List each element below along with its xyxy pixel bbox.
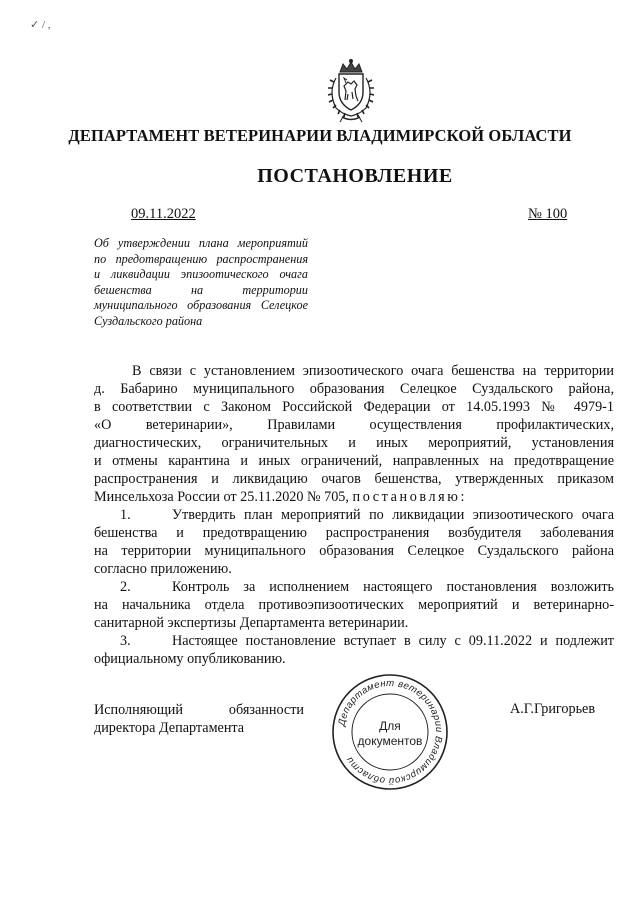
document-date: 09.11.2022 xyxy=(131,206,196,222)
item-2-first-line xyxy=(94,578,614,596)
item-line: бешенства и предотвращению распространения возбудителя заболевания xyxy=(94,525,614,541)
preamble-line: и отмены карантина и иных ограничений, направленных на предотвращение xyxy=(94,453,614,469)
preamble-line: распространения и ликвидацию очагов бешенства, утвержденных приказом xyxy=(94,471,614,487)
preamble-last-line xyxy=(94,488,614,506)
item-line: на территории муниципального образования Селецкое Суздальского района xyxy=(94,543,614,559)
document-type: ПОСТАНОВЛЕНИЕ xyxy=(257,165,453,187)
position-line: Исполняющий обязанности xyxy=(94,702,304,718)
preamble-line: «О ветеринарии», Правилами осуществления профилактических, xyxy=(94,417,614,433)
item-number: 2. xyxy=(120,579,131,595)
preamble-line: диагностических, ограничительных и иных мероприятий, установления xyxy=(94,435,614,451)
item-text: Настоящее постановление вступает в силу с 09.11.2022 и подлежит xyxy=(172,633,614,649)
item-line: официальному опубликованию. xyxy=(94,651,286,667)
preamble-line: в соответствии с Законом Российской Федерации от 14.05.1993 № 4979-1 xyxy=(94,399,614,415)
stamp-ring-text: Департамент ветеринарии Владимирской области xyxy=(336,677,445,787)
resolve-word: постановляю: xyxy=(352,489,468,505)
item-number: 1. xyxy=(120,507,131,523)
subject-line: Суздальского района xyxy=(94,313,203,328)
preamble-line: В связи с установлением эпизоотического очага бешенства на территории xyxy=(132,363,614,379)
subject-line: и ликвидации эпизоотического очага xyxy=(94,267,308,282)
item-1-first-line xyxy=(94,506,614,524)
item-number: 3. xyxy=(120,633,131,649)
subject-line: по предотвращению распространения xyxy=(94,251,308,266)
document-number: № 100 xyxy=(528,206,568,222)
item-line: санитарной экспертизы Департамента ветеринарии. xyxy=(94,615,409,631)
subject-line: Об утверждении плана мероприятий xyxy=(94,236,308,250)
stamp-center-line: документов xyxy=(357,734,423,748)
coat-of-arms-icon xyxy=(320,58,382,124)
scan-mark: ✓ / , xyxy=(30,19,51,31)
stamp-center-line: Для xyxy=(379,719,401,733)
document-body xyxy=(94,362,614,668)
position-line: директора Департамента xyxy=(94,720,245,736)
item-text: Утвердить план мероприятий по ликвидации эпизоотического очага xyxy=(172,507,614,523)
subject-line: бешенства на территории xyxy=(94,282,308,297)
department-name: ДЕПАРТАМЕНТ ВЕТЕРИНАРИИ ВЛАДИМИРСКОЙ ОБЛАСТИ xyxy=(68,126,572,145)
signatory-name: А.Г.Григорьев xyxy=(510,701,596,717)
item-text: Контроль за исполнением настоящего постановления возложить xyxy=(172,579,614,595)
subject-line: муниципального образования Селецкое xyxy=(94,298,308,313)
official-stamp xyxy=(330,672,450,792)
document-subject xyxy=(94,236,308,330)
preamble-tail: Минсельхоза России от 25.11.2020 № 705, xyxy=(94,489,353,505)
signatory-position xyxy=(94,701,304,737)
item-line: согласно приложению. xyxy=(94,561,232,577)
preamble-line: д. Бабарино муниципального образования Селецкое Суздальского района, xyxy=(94,381,614,397)
item-3-first-line xyxy=(94,632,614,650)
item-line: на начальника отдела противоэпизоотических мероприятий и ветеринарно- xyxy=(94,597,614,613)
